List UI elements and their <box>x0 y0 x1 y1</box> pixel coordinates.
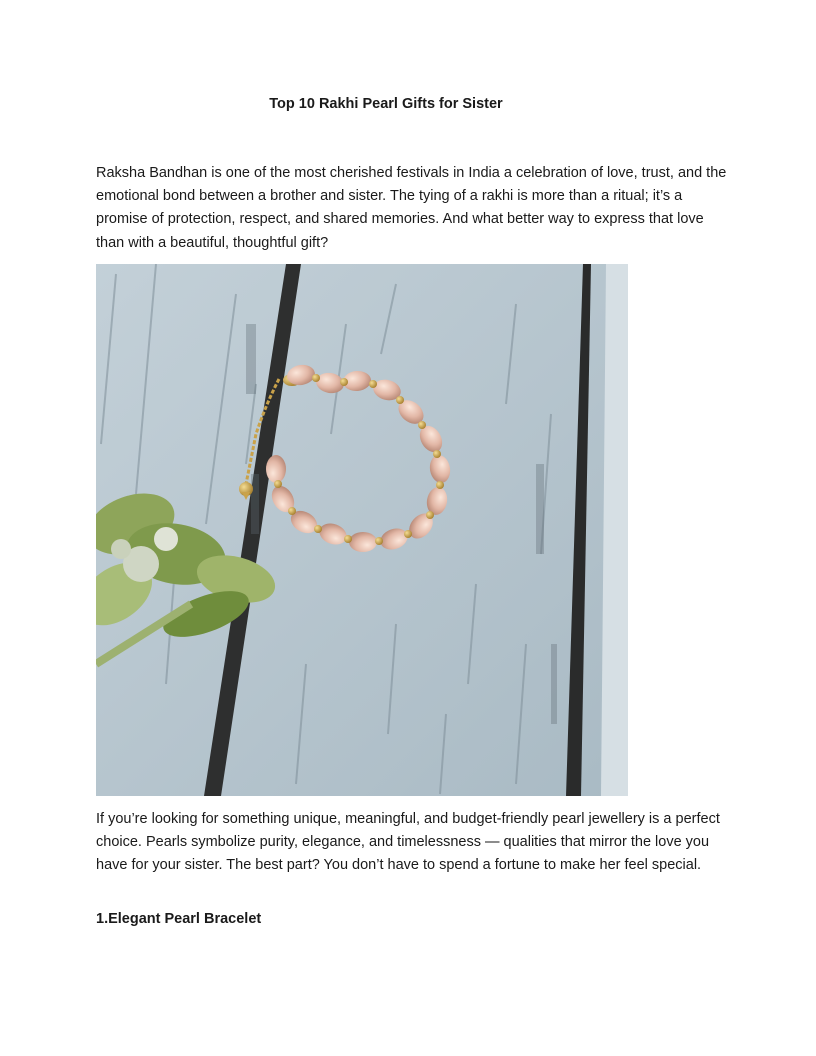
section-heading: 1.Elegant Pearl Bracelet <box>96 911 262 927</box>
intro-paragraph: Raksha Bandhan is one of the most cherished festivals in India a celebration of love, trust, and the emotional bond between a brother and sister. The tying of a rakhi is more than a ritual; it’s a promise of protection, respect, and shared memories. And what better way to express that love than with a beautiful, thoughtful gift? <box>96 165 727 251</box>
pearl-bracelet-photo <box>96 264 628 796</box>
document-title: Top 10 Rakhi Pearl Gifts for Sister <box>269 96 503 112</box>
body-paragraph: If you’re looking for something unique, meaningful, and budget-friendly pearl jewellery is a perfect choice. Pearls symbolize purity, elegance, and timelessness — qualities that mirror the love you have for your sister. The best part? You don’t have to spend a fortune to make her feel special. <box>96 811 720 874</box>
